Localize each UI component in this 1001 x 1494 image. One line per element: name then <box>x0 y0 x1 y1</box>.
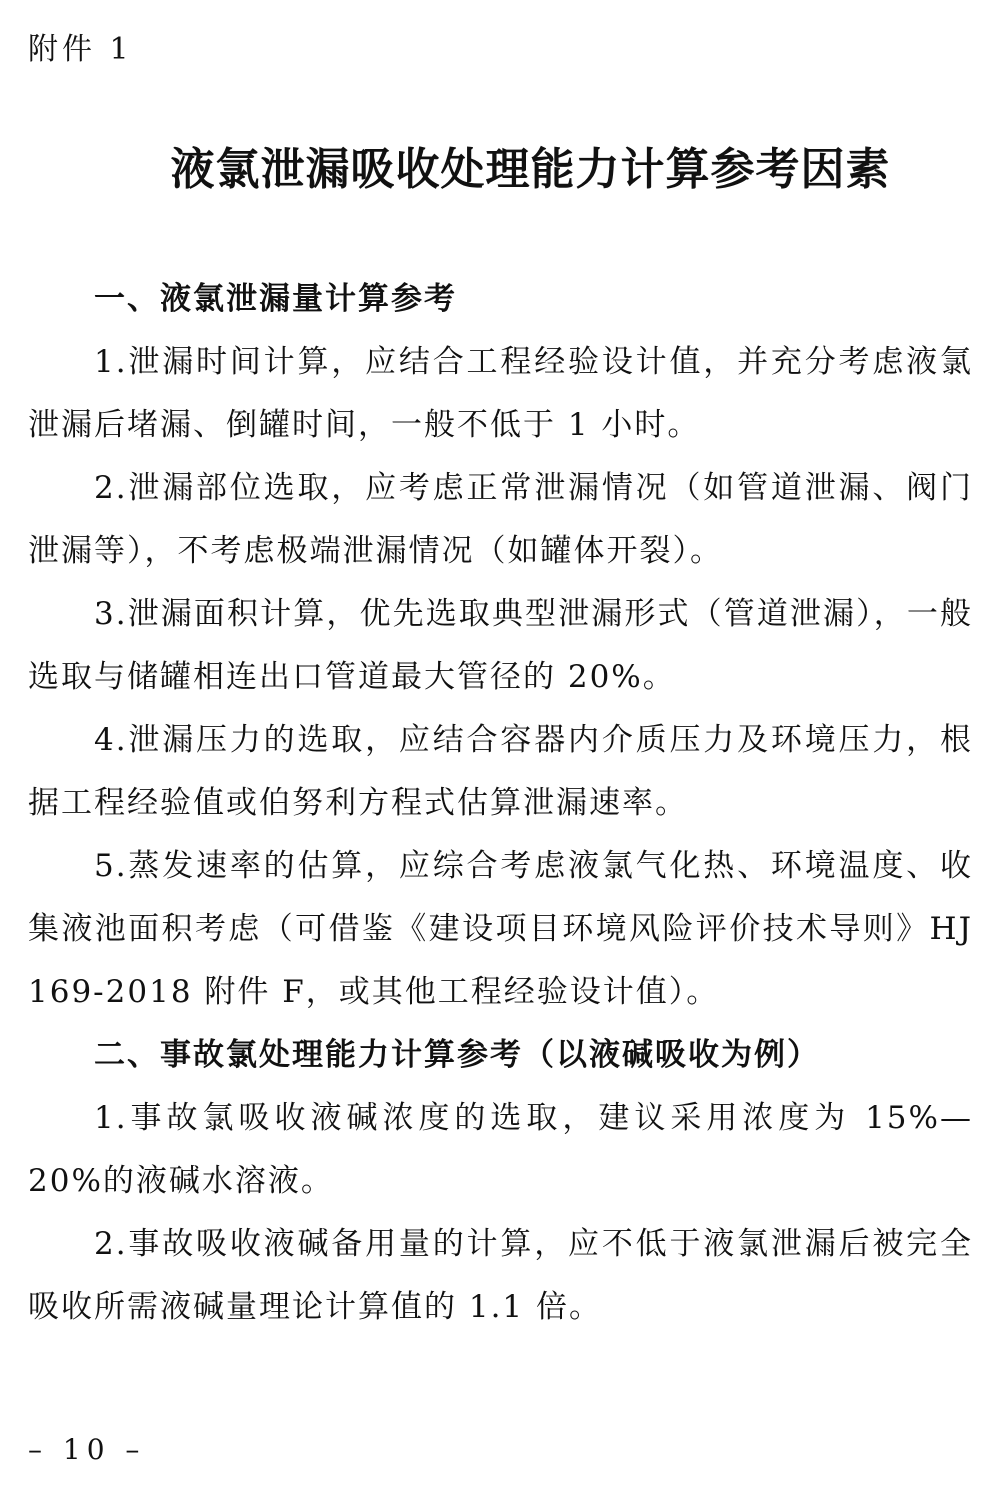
paragraph: 2.事故吸收液碱备用量的计算，应不低于液氯泄漏后被完全吸收所需液碱量理论计算值的 1.1 倍。 <box>28 1226 973 1325</box>
paragraph: 1.事故氯吸收液碱浓度的选取，建议采用浓度为 15%—20%的液碱水溶液。 <box>28 1100 973 1199</box>
attachment-label: 附件 1 <box>28 32 133 67</box>
document-title: 液氯泄漏吸收处理能力计算参考因素 <box>170 144 891 195</box>
paragraph: 4.泄漏压力的选取，应结合容器内介质压力及环境压力，根据工程经验值或伯努利方程式估算泄漏速率。 <box>28 722 973 821</box>
paragraph: 5.蒸发速率的估算，应综合考虑液氯气化热、环境温度、收集液池面积考虑（可借鉴《建设项目环境风险评价技术导则》HJ 169-2018 附件 F，或其他工程经验设计值）。 <box>28 848 973 1010</box>
paragraph: 3.泄漏面积计算，优先选取典型泄漏形式（管道泄漏），一般选取与储罐相连出口管道最大管径的 20%。 <box>28 596 973 695</box>
paragraph: 1.泄漏时间计算，应结合工程经验设计值，并充分考虑液氯泄漏后堵漏、倒罐时间，一般不低于 1 小时。 <box>28 344 973 443</box>
document-body <box>28 268 973 1339</box>
page-number: – 10 – <box>28 1433 146 1466</box>
section-2 <box>28 1024 973 1339</box>
section-heading: 一、液氯泄漏量计算参考 <box>94 281 457 317</box>
paragraph: 2.泄漏部位选取，应考虑正常泄漏情况（如管道泄漏、阀门泄漏等），不考虑极端泄漏情况（如罐体开裂）。 <box>28 470 973 569</box>
section-1 <box>28 268 973 1024</box>
section-heading: 二、事故氯处理能力计算参考（以液碱吸收为例） <box>94 1037 820 1073</box>
